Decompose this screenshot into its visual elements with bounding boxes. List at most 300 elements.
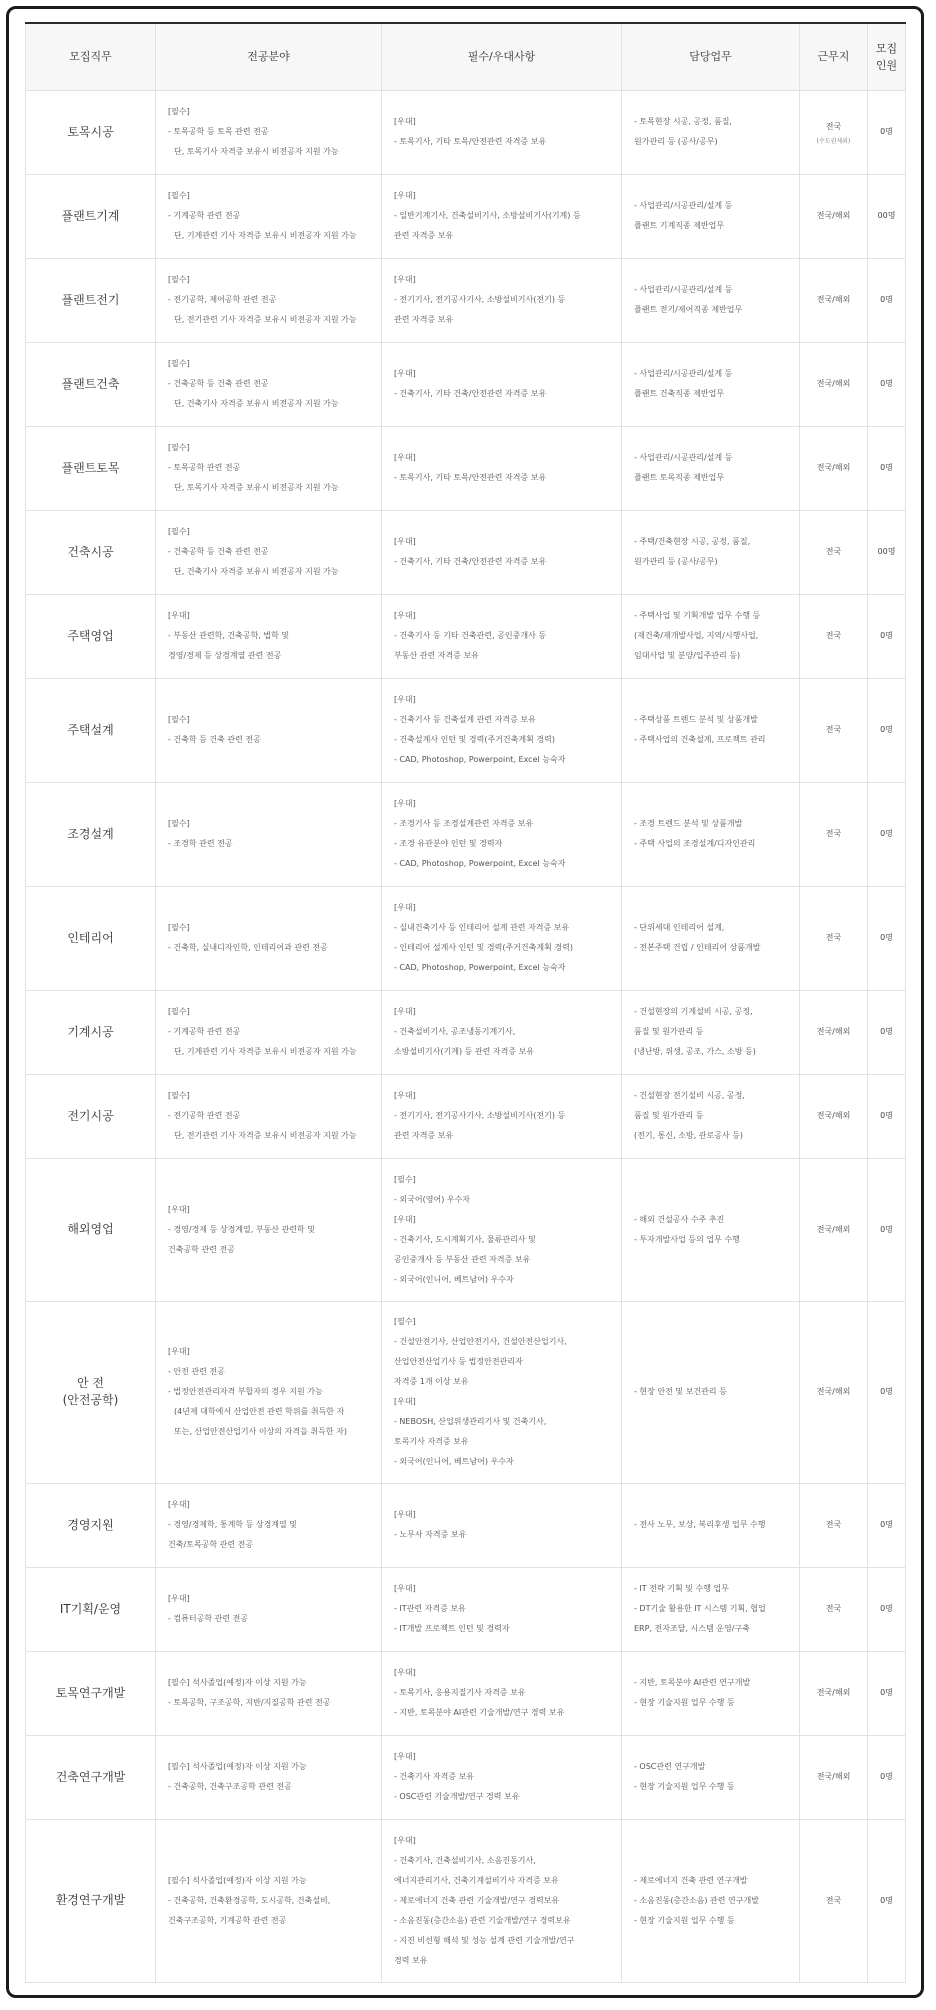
text-line: - 건축설계사 인턴 및 경력(주거건축계획 경력) (394, 735, 555, 744)
location-text: 전국/해외 (816, 1111, 851, 1120)
major-cell (156, 782, 382, 886)
text-line: [필수] (168, 107, 190, 116)
header-count: 모집 인원 (868, 23, 906, 90)
location-cell (800, 1301, 868, 1483)
text-line: (냉난방, 위생, 공조, 가스, 소방 등) (634, 1047, 756, 1056)
text-line: - NEBOSH, 산업위생관리기사 및 건축기사, (394, 1417, 547, 1426)
table-row (26, 1735, 906, 1819)
text-line: [우대] (394, 1091, 416, 1100)
job-title: 조경설계 (26, 782, 156, 886)
text-line: - 건축기사, 도시계획기사, 물류관리사 및 (394, 1234, 536, 1244)
text-line: [우대] (394, 1007, 416, 1016)
text-line: - 사업관리/시공관리/설계 등 (634, 285, 733, 294)
text-line: [필수] (394, 1174, 416, 1184)
text-line: - 안전 관련 전공 (168, 1367, 225, 1376)
text-line: - 기계공학 관련 전공 (168, 1027, 241, 1036)
text-line: - 건축기사 등 건축설계 관련 자격증 보유 (394, 715, 536, 724)
table-row (26, 1819, 906, 1982)
location-text: 전국/해외 (816, 1387, 851, 1396)
duty-cell (622, 886, 800, 990)
text-line: (재건축/재개발사업, 지역/시행사업, (634, 631, 759, 640)
location-cell (800, 678, 868, 782)
major-cell (156, 1819, 382, 1982)
table-row (26, 510, 906, 594)
location-cell (800, 174, 868, 258)
text-line: - 주택사업의 건축설계, 프로젝트 관리 (634, 735, 766, 744)
text-line: - 조경 트렌드 분석 및 상품개발 (634, 819, 743, 828)
requirements-cell (382, 1567, 622, 1651)
text-line: - 전기기사, 전기공사기사, 소방설비기사(전기) 등 (394, 1111, 566, 1120)
text-line: 플랜트 전기/제어직종 제반업무 (634, 305, 743, 314)
text-line: - 외국어(인니어, 베트남어) 우수자 (394, 1457, 514, 1466)
text-line: [필수] (168, 527, 190, 536)
headcount-cell: 0명 (868, 1819, 906, 1982)
table-row (26, 1567, 906, 1651)
requirements-cell (382, 678, 622, 782)
table-row (26, 1651, 906, 1735)
location-text: 전국/해외 (816, 379, 851, 388)
major-cell (156, 1158, 382, 1301)
table-row (26, 1301, 906, 1483)
text-line: - 건축공학 등 건축 관련 전공 (168, 547, 269, 556)
text-line: [필수] (168, 443, 190, 452)
text-line: 산업안전산업기사 등 법정안전관리자 (394, 1357, 523, 1366)
location-cell (800, 886, 868, 990)
table-row (26, 886, 906, 990)
text-line: 에너지관리기사, 건축기계설비기사 자격증 보유 (394, 1875, 559, 1885)
text-line: [필수] (168, 191, 190, 200)
text-line: - 건설현장 전기설비 시공, 공정, (634, 1091, 745, 1100)
table-row (26, 594, 906, 678)
headcount-cell: 0명 (868, 886, 906, 990)
major-cell (156, 886, 382, 990)
text-line: [필수] 석사졸업(예정)자 이상 지원 가능 (168, 1875, 307, 1885)
table-row (26, 990, 906, 1074)
location-text: 전국 (825, 829, 842, 838)
text-line: - CAD, Photoshop, Powerpoint, Excel 능숙자 (394, 963, 566, 972)
requirements-cell (382, 1819, 622, 1982)
location-text: 전국 (825, 631, 842, 640)
text-line: - 경영/경제 등 상경계열, 부동산 관련학 및 (168, 1224, 316, 1234)
text-line: 건축구조공학, 기계공학 관련 전공 (168, 1915, 287, 1925)
major-cell (156, 990, 382, 1074)
location-text: 전국/해외 (816, 463, 851, 472)
headcount-cell: 0명 (868, 1651, 906, 1735)
text-line: - 전사 노무, 보상, 복리후생 업무 수행 (634, 1520, 766, 1529)
headcount-cell: 0명 (868, 258, 906, 342)
table-row (26, 426, 906, 510)
text-line: - 사업관리/시공관리/설계 등 (634, 453, 733, 462)
job-title: 경영지원 (26, 1483, 156, 1567)
text-line: 원가관리 등 (공사/공무) (634, 557, 718, 566)
text-line: - 토목공학 관련 전공 (168, 463, 241, 472)
text-line: 플랜트 건축직종 제반업무 (634, 389, 725, 398)
text-line: - 건설안전기사, 산업안전기사, 건설안전산업기사, (394, 1337, 567, 1346)
text-line: 품질 및 원가관리 등 (634, 1027, 704, 1036)
major-cell (156, 1651, 382, 1735)
location-cell (800, 594, 868, 678)
text-line: - 전기공학, 제어공학 관련 전공 (168, 295, 277, 304)
text-line: 소방설비기사(기계) 등 관련 자격증 보유 (394, 1047, 535, 1056)
job-title: 환경연구개발 (26, 1819, 156, 1982)
job-title: 건축연구개발 (26, 1735, 156, 1819)
headcount-cell: 0명 (868, 1735, 906, 1819)
text-line: - 전기공학 관련 전공 (168, 1111, 241, 1120)
requirements-cell (382, 782, 622, 886)
major-cell (156, 258, 382, 342)
requirements-cell (382, 510, 622, 594)
text-line: - 건축기사, 건축설비기사, 소음진동기사, (394, 1855, 536, 1865)
requirements-cell (382, 90, 622, 174)
requirements-cell (382, 1483, 622, 1567)
location-text: 전국 (825, 547, 842, 556)
requirements-cell (382, 886, 622, 990)
text-line: [우대] (394, 1752, 416, 1761)
text-line: - 건축기사 등 기타 건축관련, 공인중개사 등 (394, 631, 547, 640)
location-cell (800, 1819, 868, 1982)
requirements-cell (382, 1735, 622, 1819)
text-line: 단, 건축기사 자격증 보유시 비전공자 지원 가능 (174, 567, 339, 576)
text-line: [필수] (168, 275, 190, 284)
location-cell (800, 1158, 868, 1301)
location-cell (800, 1483, 868, 1567)
header-requirements: 필수/우대사항 (382, 23, 622, 90)
text-line: - 건축기사 자격증 보유 (394, 1772, 475, 1781)
text-line: 임대사업 및 분양/입주관리 등) (634, 651, 741, 660)
text-line: 단, 기계관련 기사 자격증 보유시 비전공자 지원 가능 (174, 1047, 357, 1056)
job-title: IT기획/운영 (26, 1567, 156, 1651)
text-line: - 주택 사업의 조경설계/디자인관리 (634, 839, 756, 848)
text-line: - 전본주택 건립 / 인테리어 상품개발 (634, 943, 761, 952)
text-line: [필수] (168, 1007, 190, 1016)
text-line: [우대] (394, 1668, 416, 1677)
text-line: - 경영/경제학, 통계학 등 상경계열 및 (168, 1520, 298, 1529)
requirements-cell (382, 174, 622, 258)
text-line: - 조경학 관련 전공 (168, 839, 233, 848)
text-line: - 사업관리/시공관리/설계 등 (634, 369, 733, 378)
table-row (26, 678, 906, 782)
major-cell (156, 90, 382, 174)
text-line: - 현장 기술지원 업무 수행 등 (634, 1782, 735, 1791)
text-line: [우대] (394, 537, 416, 546)
text-line: [필수] (168, 715, 190, 724)
text-line: 원가관리 등 (공사/공무) (634, 137, 718, 146)
text-line: - 단위세대 인테리어 설계, (634, 923, 725, 932)
table-row (26, 174, 906, 258)
text-line: [우대] (394, 903, 416, 912)
text-line: [필수] 석사졸업(예정)자 이상 지원 가능 (168, 1762, 307, 1771)
location-cell (800, 1074, 868, 1158)
requirements-cell (382, 342, 622, 426)
table-row (26, 1483, 906, 1567)
table-row (26, 342, 906, 426)
job-title: 기계시공 (26, 990, 156, 1074)
duty-cell (622, 342, 800, 426)
location-cell (800, 90, 868, 174)
text-line: [우대] (394, 799, 416, 808)
text-line: - 외국어(인니어, 베트남어) 우수자 (394, 1274, 514, 1284)
location-text: 전국 (825, 1520, 842, 1529)
major-cell (156, 594, 382, 678)
duty-cell (622, 174, 800, 258)
text-line: - 부동산 관련학, 건축공학, 법학 및 (168, 631, 290, 640)
requirements-cell (382, 1301, 622, 1483)
job-title: 주택설계 (26, 678, 156, 782)
location-cell (800, 510, 868, 594)
text-line: 품질 및 원가관리 등 (634, 1111, 704, 1120)
location-text: 전국 (825, 1604, 842, 1613)
text-line: [우대] (394, 611, 416, 620)
job-title: 주택영업 (26, 594, 156, 678)
job-title: 플랜트전기 (26, 258, 156, 342)
text-line: 경영/경제 등 상경계열 관련 전공 (168, 651, 282, 660)
text-line: [우대] (394, 275, 416, 284)
text-line: - 소음진동(층간소음) 관련 연구개발 (634, 1895, 759, 1905)
headcount-cell: 0명 (868, 1567, 906, 1651)
text-line: 관련 자격증 보유 (394, 1131, 454, 1140)
headcount-cell: 0명 (868, 782, 906, 886)
headcount-cell: 0명 (868, 426, 906, 510)
major-cell (156, 426, 382, 510)
text-line: 관련 자격증 보유 (394, 315, 454, 324)
text-line: 단, 전기관련 기사 자격증 보유시 비전공자 지원 가능 (174, 315, 357, 324)
text-line: [필수] (168, 1091, 190, 1100)
job-title: 플랜트건축 (26, 342, 156, 426)
text-line: 공인중개사 등 부동산 관련 자격증 보유 (394, 1254, 531, 1264)
text-line: [필수] (168, 359, 190, 368)
text-line: - 제로에너지 건축 관련 기술개발/연구 경력보유 (394, 1895, 560, 1905)
duty-cell (622, 1819, 800, 1982)
major-cell (156, 510, 382, 594)
major-cell (156, 1301, 382, 1483)
text-line: - CAD, Photoshop, Powerpoint, Excel 능숙자 (394, 859, 566, 868)
text-line: - 건축설비기사, 공조냉동기계기사, (394, 1027, 516, 1036)
text-line: - 건축공학 등 건축 관련 전공 (168, 379, 269, 388)
requirements-cell (382, 1651, 622, 1735)
text-line: 단, 토목기사 자격증 보유시 비전공자 지원 가능 (174, 483, 339, 492)
major-cell (156, 678, 382, 782)
header-location: 근무지 (800, 23, 868, 90)
job-title: 전기시공 (26, 1074, 156, 1158)
duty-cell (622, 510, 800, 594)
text-line: [우대] (394, 1510, 416, 1519)
location-cell (800, 990, 868, 1074)
duty-cell (622, 426, 800, 510)
text-line: [우대] (168, 1594, 190, 1603)
text-line: - 토목기사, 응용지질기사 자격증 보유 (394, 1688, 526, 1697)
text-line: - 일반기계기사, 건축설비기사, 소방설비기사(기계) 등 (394, 211, 581, 220)
location-cell (800, 258, 868, 342)
table-row (26, 1158, 906, 1301)
location-text: 전국 (825, 122, 842, 131)
text-line: - OSC관련 기술개발/연구 경력 보유 (394, 1792, 520, 1801)
text-line: - IT 전략 기획 및 수행 업무 (634, 1584, 729, 1593)
text-line: 부동산 관련 자격증 보유 (394, 651, 479, 660)
text-line: - 노무사 자격증 보유 (394, 1530, 467, 1539)
text-line: - 인테리어 설계사 인턴 및 경력(주거건축계획 경력) (394, 943, 573, 952)
major-cell (156, 1074, 382, 1158)
location-text: 전국/해외 (816, 1688, 851, 1697)
headcount-cell: 0명 (868, 90, 906, 174)
text-line: 단, 건축기사 자격증 보유시 비전공자 지원 가능 (174, 399, 339, 408)
location-cell (800, 426, 868, 510)
text-line: [우대] (394, 1835, 416, 1845)
duty-cell (622, 594, 800, 678)
job-title: 인테리어 (26, 886, 156, 990)
duty-cell (622, 1158, 800, 1301)
text-line: - 토목현장 시공, 공정, 품질, (634, 117, 732, 126)
duty-cell (622, 258, 800, 342)
text-line: [필수] (168, 819, 190, 828)
headcount-cell: 0명 (868, 1074, 906, 1158)
text-line: - 토목공학 등 토목 관련 전공 (168, 127, 269, 136)
text-line: - 제로에너지 건축 관련 연구개발 (634, 1875, 748, 1885)
text-line: - 건축기사, 기타 건축/안전관련 자격증 보유 (394, 389, 547, 398)
text-line: - 건축학 등 건축 관련 전공 (168, 735, 261, 744)
location-text: 전국/해외 (816, 1772, 851, 1781)
duty-cell (622, 1735, 800, 1819)
text-line: - 전기기사, 전기공사기사, 소방설비기사(전기) 등 (394, 295, 566, 304)
text-line: 건축/토목공학 관련 전공 (168, 1540, 254, 1549)
text-line: 플랜트 토목직종 제반업무 (634, 473, 725, 482)
text-line: [우대] (394, 117, 416, 126)
text-line: (4년제 대학에서 산업안전 관련 학위를 취득한 자 (174, 1407, 345, 1416)
location-cell (800, 1651, 868, 1735)
location-text: 전국 (825, 1895, 842, 1905)
headcount-cell: 0명 (868, 342, 906, 426)
location-text: 전국/해외 (816, 295, 851, 304)
text-line: - CAD, Photoshop, Powerpoint, Excel 능숙자 (394, 755, 566, 764)
text-line: - 소음진동(층간소음) 관련 기술개발/연구 경력보유 (394, 1915, 571, 1925)
header-job: 모집직무 (26, 23, 156, 90)
duty-cell (622, 1483, 800, 1567)
text-line: [필수] (168, 923, 190, 932)
major-cell (156, 1483, 382, 1567)
headcount-cell: 00명 (868, 510, 906, 594)
text-line: - DT기술 활용한 IT 시스템 기획, 협업 (634, 1604, 766, 1613)
text-line: - 컴퓨터공학 관련 전공 (168, 1614, 249, 1623)
job-title: 안 전 (안전공학) (26, 1301, 156, 1483)
headcount-cell: 0명 (868, 1158, 906, 1301)
requirements-cell (382, 990, 622, 1074)
text-line: - 기계공학 관련 전공 (168, 211, 241, 220)
text-line: [우대] (394, 453, 416, 462)
job-title: 해외영업 (26, 1158, 156, 1301)
text-line: [우대] (394, 369, 416, 378)
duty-cell (622, 990, 800, 1074)
text-line: [우대] (168, 1500, 190, 1509)
table-row (26, 782, 906, 886)
text-line: [우대] (394, 191, 416, 200)
job-title: 플랜트기계 (26, 174, 156, 258)
duty-cell (622, 782, 800, 886)
text-line: 플랜트 기계직종 제반업무 (634, 221, 725, 230)
table-row (26, 1074, 906, 1158)
text-line: [우대] (168, 1204, 190, 1214)
text-line: - 토목기사, 기타 토목/안전관련 자격증 보유 (394, 137, 547, 146)
text-line: [우대] (394, 695, 416, 704)
job-title: 플랜트토목 (26, 426, 156, 510)
text-line: - 주택/건축현장 시공, 공정, 품질, (634, 537, 751, 546)
text-line: - 건설현장의 기계설비 시공, 공정, (634, 1007, 753, 1016)
duty-cell (622, 1074, 800, 1158)
text-line: [우대] (394, 1214, 416, 1224)
location-text: 전국 (825, 933, 842, 942)
text-line: - 토목공학, 구조공학, 지반/지질공학 관련 전공 (168, 1698, 331, 1707)
headcount-cell: 00명 (868, 174, 906, 258)
text-line: 또는, 산업안전산업기사 이상의 자격을 취득한 자) (174, 1427, 347, 1436)
major-cell (156, 1567, 382, 1651)
table-row (26, 90, 906, 174)
major-cell (156, 174, 382, 258)
duty-cell (622, 1567, 800, 1651)
text-line: - IT개발 프로젝트 인턴 및 경력자 (394, 1624, 510, 1633)
location-cell (800, 1567, 868, 1651)
text-line: 경력 보유 (394, 1955, 428, 1965)
table-row (26, 258, 906, 342)
text-line: - 토목기사, 기타 토목/안전관련 자격증 보유 (394, 473, 547, 482)
text-line: - 현장 안전 및 보건관리 등 (634, 1387, 727, 1396)
text-line: - 해외 건설공사 수주 추진 (634, 1214, 725, 1224)
duty-cell (622, 90, 800, 174)
text-line: 단, 전기관련 기사 자격증 보유시 비전공자 지원 가능 (174, 1131, 357, 1140)
page-frame (6, 6, 924, 1998)
recruitment-table (25, 22, 906, 1983)
text-line: - 사업관리/시공관리/설계 등 (634, 201, 733, 210)
job-title: 토목시공 (26, 90, 156, 174)
text-line: - 투자개발사업 등의 업무 수행 (634, 1234, 740, 1244)
text-line: - 지진 비선형 해석 및 성능 설계 관련 기술개발/연구 (394, 1935, 575, 1945)
text-line: 단, 토목기사 자격증 보유시 비전공자 지원 가능 (174, 147, 339, 156)
duty-cell (622, 1651, 800, 1735)
text-line: [필수] (394, 1317, 416, 1326)
text-line: - 건축기사, 기타 건축/안전관련 자격증 보유 (394, 557, 547, 566)
duty-cell (622, 1301, 800, 1483)
text-line: [우대] (168, 611, 190, 620)
text-line: 토목기사 자격증 보유 (394, 1437, 469, 1446)
major-cell (156, 342, 382, 426)
text-line: - IT관련 자격증 보유 (394, 1604, 466, 1613)
text-line: - 주택상품 트렌드 분석 및 상품개발 (634, 715, 758, 724)
text-line: ERP, 전자조달, 시스템 운영/구축 (634, 1624, 750, 1633)
location-cell (800, 1735, 868, 1819)
header-major: 전공분야 (156, 23, 382, 90)
text-line: 건축공학 관련 전공 (168, 1244, 235, 1254)
text-line: 자격증 1개 이상 보유 (394, 1377, 469, 1386)
header-duty: 담당업무 (622, 23, 800, 90)
text-line: [우대] (394, 1584, 416, 1593)
duty-cell (622, 678, 800, 782)
text-line: - 현장 기술지원 업무 수행 등 (634, 1698, 735, 1707)
text-line: - 법정안전관리자격 부합자의 경우 지원 가능 (168, 1387, 323, 1396)
location-text: 전국/해외 (816, 1027, 851, 1036)
headcount-cell: 0명 (868, 678, 906, 782)
location-note: (수도권제외) (816, 138, 851, 145)
location-text: 전국 (825, 725, 842, 734)
location-cell (800, 782, 868, 886)
text-line: - 건축공학, 건축환경공학, 도시공학, 건축설비, (168, 1895, 331, 1905)
text-line: - 건축공학, 건축구조공학 관련 전공 (168, 1782, 292, 1791)
location-text: 전국/해외 (816, 1224, 851, 1234)
text-line: - 외국어(영어) 우수자 (394, 1194, 471, 1204)
requirements-cell (382, 1074, 622, 1158)
text-line: - 조경 유관분야 인턴 및 경력자 (394, 839, 503, 848)
text-line: - 현장 기술지원 업무 수행 등 (634, 1915, 735, 1925)
headcount-cell: 0명 (868, 990, 906, 1074)
text-line: - 건축학, 실내디자인학, 인테리어과 관련 전공 (168, 943, 328, 952)
table-header-row (26, 23, 906, 90)
text-line: - 실내건축기사 등 인테리어 설계 관련 자격증 보유 (394, 923, 570, 932)
